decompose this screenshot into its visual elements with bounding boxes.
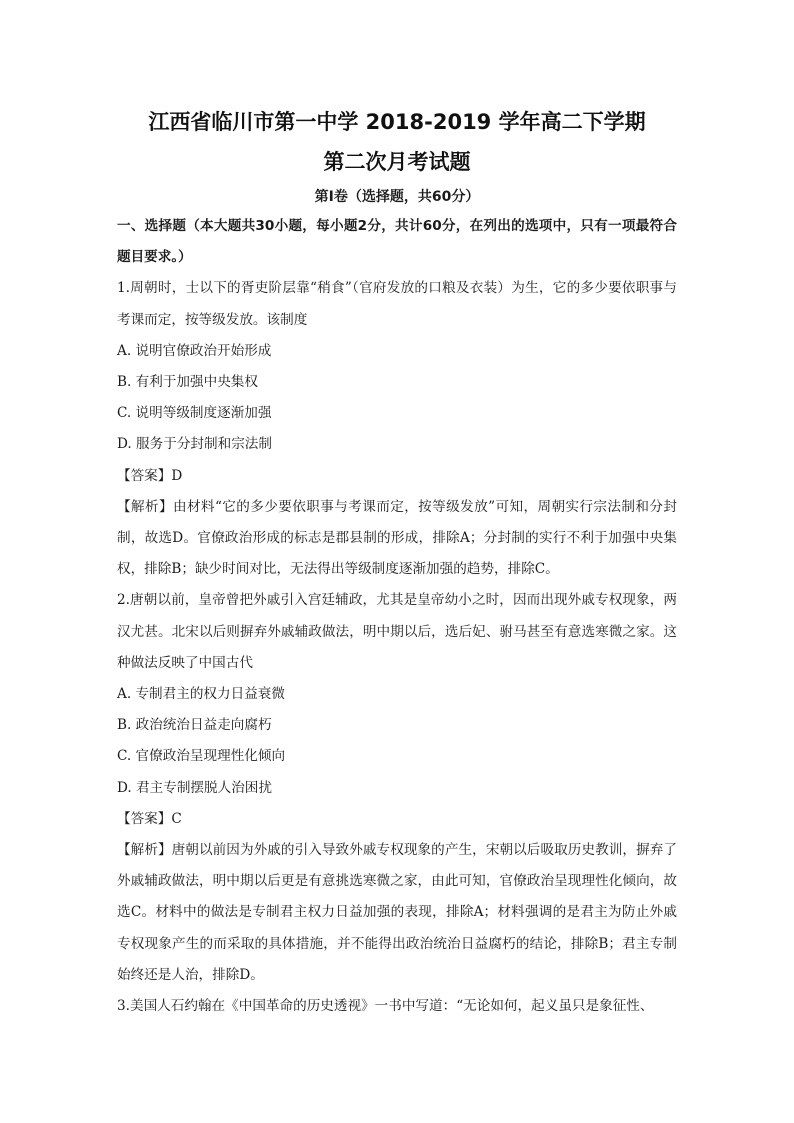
question-2-answer (117, 804, 677, 835)
answer-value: C (171, 810, 182, 827)
question-2-option-a: A. 专制君主的权力日益衰微 (117, 686, 285, 703)
question-1-option-c: C. 说明等级制度逐渐加强 (117, 405, 272, 422)
document-title: 江西省临川市第一中学 2018-2019 学年高二下学期 (148, 110, 646, 134)
question-1-option-a: A. 说明官僚政治开始形成 (117, 342, 272, 359)
question-2-analysis (117, 835, 677, 991)
question-1-stem: 1.周朝时，士以下的胥吏阶层靠“稍食”（官府发放的口粮及衣装）为生，它的多少要依职事与考课而定，按等级发放。该制度 (117, 280, 677, 328)
analysis-tag: 【解析】 (117, 498, 173, 515)
analysis-text: 由材料“它的多少要依职事与考课而定，按等级发放”可知，周朝实行宗法制和分封制，故选D。官僚政治形成的标志是郡县制的形成，排除A；分封制的实行不利于加强中央集权，排除B；缺少时间对比，无法得出等级制度逐渐加强的趋势，排除C。 (117, 498, 677, 578)
analysis-tag: 【解析】 (117, 842, 172, 859)
answer-tag: 【答案】 (117, 467, 172, 484)
instructions: 一、选择题（本大题共30小题，每小题2分，共计60分，在列出的选项中，只有一项最符合题目要求。） (117, 218, 677, 266)
document-subtitle: 第二次月考试题 (323, 150, 471, 174)
answer-value: D (171, 467, 183, 484)
question-1-analysis (117, 492, 677, 586)
question-1-option-b: B. 有利于加强中央集权 (117, 374, 258, 391)
document-body (117, 211, 677, 1022)
question-2-option-b: B. 政治统治日益走向腐朽 (117, 717, 272, 734)
question-1-option-d: D. 服务于分封制和宗法制 (117, 436, 272, 453)
question-2-option-c: C. 官僚政治呈现理性化倾向 (117, 748, 286, 765)
question-2-stem: 2.唐朝以前，皇帝曾把外戚引入宫廷辅政，尤其是皇帝幼小之时，因而出现外戚专权现象，两汉尤甚。北宋以后则摒弃外戚辅政做法，明中期以后，选后妃、驸马甚至有意选寒微之家。这种做法反映了中国古代 (117, 592, 677, 671)
section-heading: 第Ⅰ卷（选择题，共60分） (314, 189, 480, 205)
question-2-option-d: D. 君主专制摆脱人治困扰 (117, 779, 272, 796)
question-1-answer (117, 461, 677, 492)
answer-tag: 【答案】 (117, 810, 172, 827)
analysis-text: 唐朝以前因为外戚的引入导致外戚专权现象的产生，宋朝以后吸取历史教训，摒弃了外戚辅政做法，明中期以后更是有意挑选寒微之家，由此可知，官僚政治呈现理性化倾向，故选C。材料中的做法是专制君主权力日益加强的表现，排除A；材料强调的是君主为防止外戚专权现象产生的而采取的具体措施，并不能得出政治统治日益腐朽的结论，排除B；君主专制始终还是人治，排除D。 (117, 842, 677, 983)
question-3-stem: 3.美国人石约翰在《中国革命的历史透视》一书中写道：“无论如何，起义虽只是象征性、 (117, 998, 654, 1015)
